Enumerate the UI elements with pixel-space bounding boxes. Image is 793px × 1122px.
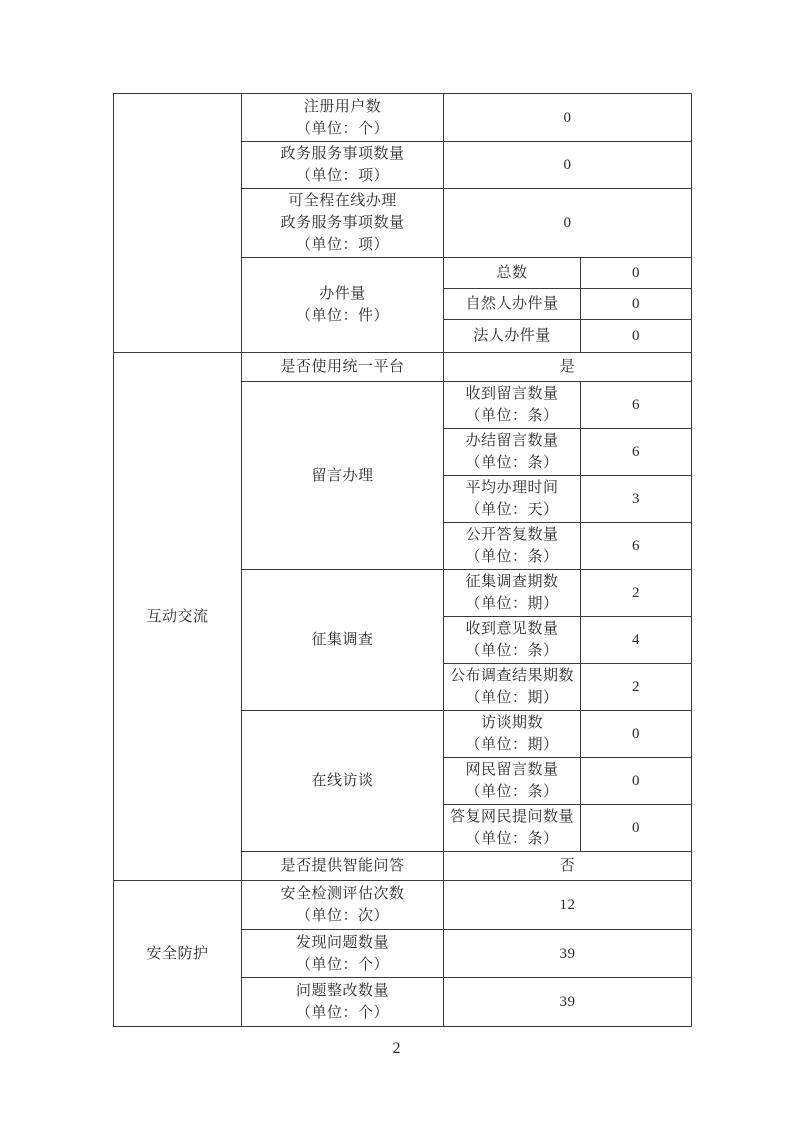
category-cell-security <box>114 881 242 1027</box>
submetric-label-cell <box>444 664 581 711</box>
category-label: 互动交流 <box>146 608 209 625</box>
metric-label: 发现问题数量 <box>295 934 389 951</box>
submetric-label: 收到意见数量 <box>465 621 559 637</box>
submetric-unit: （单位：条） <box>465 408 559 424</box>
category-cell-interaction <box>114 353 242 881</box>
metric-unit: （单位：项） <box>295 237 389 253</box>
submetric-value: 2 <box>581 570 692 617</box>
statistics-table <box>113 93 692 1027</box>
submetric-label: 办结留言数量 <box>465 433 559 449</box>
metric-value: 0 <box>444 94 692 142</box>
group-label-cell <box>242 382 444 570</box>
submetric-unit: （单位：条） <box>465 549 559 565</box>
submetric-unit: （单位：条） <box>465 784 559 800</box>
metric-label-cell <box>242 142 444 189</box>
metric-value: 是 <box>444 353 692 382</box>
submetric-value: 2 <box>581 664 692 711</box>
submetric-label-cell <box>444 523 581 570</box>
metric-value: 0 <box>444 142 692 189</box>
table-row <box>114 353 692 382</box>
submetric-label-cell <box>444 711 581 758</box>
page-number: 2 <box>392 1040 401 1057</box>
submetric-label-cell <box>444 429 581 476</box>
submetric-label: 自然人办件量 <box>444 289 581 320</box>
submetric-label: 答复网民提问数量 <box>449 809 574 825</box>
table-row <box>114 94 692 142</box>
metric-label: 是否使用统一平台 <box>242 353 444 382</box>
metric-unit: （单位：项） <box>295 168 389 184</box>
submetric-label: 法人办件量 <box>444 320 581 353</box>
metric-value: 39 <box>444 978 692 1027</box>
submetric-label-cell <box>444 805 581 852</box>
submetric-label: 公布调查结果期数 <box>449 668 574 684</box>
submetric-unit: （单位：条） <box>465 831 559 847</box>
submetric-value: 0 <box>581 258 692 289</box>
submetric-value: 0 <box>581 711 692 758</box>
group-label: 办件量 <box>319 286 366 302</box>
metric-label: 注册用户数 <box>303 98 382 115</box>
submetric-unit: （单位：条） <box>465 455 559 471</box>
submetric-label-cell <box>444 617 581 664</box>
submetric-unit: （单位：期） <box>465 596 559 612</box>
submetric-label-cell <box>444 382 581 429</box>
metric-label-cell <box>242 94 444 142</box>
category-cell-service <box>114 94 242 353</box>
metric-label: 问题整改数量 <box>295 983 389 999</box>
metric-label: 是否提供智能问答 <box>242 852 444 881</box>
table-row <box>114 881 692 930</box>
submetric-label-cell <box>444 758 581 805</box>
metric-value: 否 <box>444 852 692 881</box>
metric-unit: （单位：个） <box>295 120 389 137</box>
submetric-label: 总数 <box>444 258 581 289</box>
submetric-label: 公开答复数量 <box>465 527 559 543</box>
submetric-unit: （单位：天） <box>465 502 559 518</box>
group-label: 征集调查 <box>311 632 374 648</box>
metric-label: 安全检测评估次数 <box>280 886 405 902</box>
submetric-label: 征集调查期数 <box>465 574 559 590</box>
submetric-value: 3 <box>581 476 692 523</box>
submetric-label-cell <box>444 570 581 617</box>
submetric-label: 收到留言数量 <box>465 386 559 402</box>
submetric-label: 访谈期数 <box>480 715 543 731</box>
group-label: 留言办理 <box>311 467 374 484</box>
metric-label: 可全程在线办理 <box>288 193 397 209</box>
submetric-label: 平均办理时间 <box>465 480 559 496</box>
submetric-value: 0 <box>581 289 692 320</box>
group-label: 在线访谈 <box>311 773 374 789</box>
submetric-unit: （单位：条） <box>465 643 559 659</box>
metric-unit: （单位：个） <box>295 1005 389 1021</box>
group-label-cell <box>242 570 444 711</box>
submetric-label: 网民留言数量 <box>465 762 559 778</box>
submetric-value: 4 <box>581 617 692 664</box>
submetric-value: 0 <box>581 805 692 852</box>
submetric-value: 0 <box>581 758 692 805</box>
metric-label-cell <box>242 881 444 930</box>
group-unit: （单位：件） <box>295 308 389 324</box>
metric-label-cell <box>242 978 444 1027</box>
submetric-unit: （单位：期） <box>465 737 559 753</box>
metric-value: 39 <box>444 930 692 978</box>
metric-label-cell <box>242 930 444 978</box>
submetric-value: 6 <box>581 382 692 429</box>
submetric-unit: （单位：期） <box>465 690 559 706</box>
submetric-label-cell <box>444 476 581 523</box>
submetric-value: 6 <box>581 429 692 476</box>
metric-value: 0 <box>444 189 692 258</box>
group-label-cell <box>242 258 444 353</box>
metric-value: 12 <box>444 881 692 930</box>
submetric-value: 6 <box>581 523 692 570</box>
metric-unit: （单位：次） <box>295 908 389 924</box>
metric-unit: （单位：个） <box>295 956 389 973</box>
metric-label-cell <box>242 189 444 258</box>
group-label-cell <box>242 711 444 852</box>
submetric-value: 0 <box>581 320 692 353</box>
metric-label: 政务服务事项数量 <box>280 146 405 162</box>
category-label: 安全防护 <box>146 945 209 962</box>
metric-label: 政务服务事项数量 <box>280 215 405 231</box>
